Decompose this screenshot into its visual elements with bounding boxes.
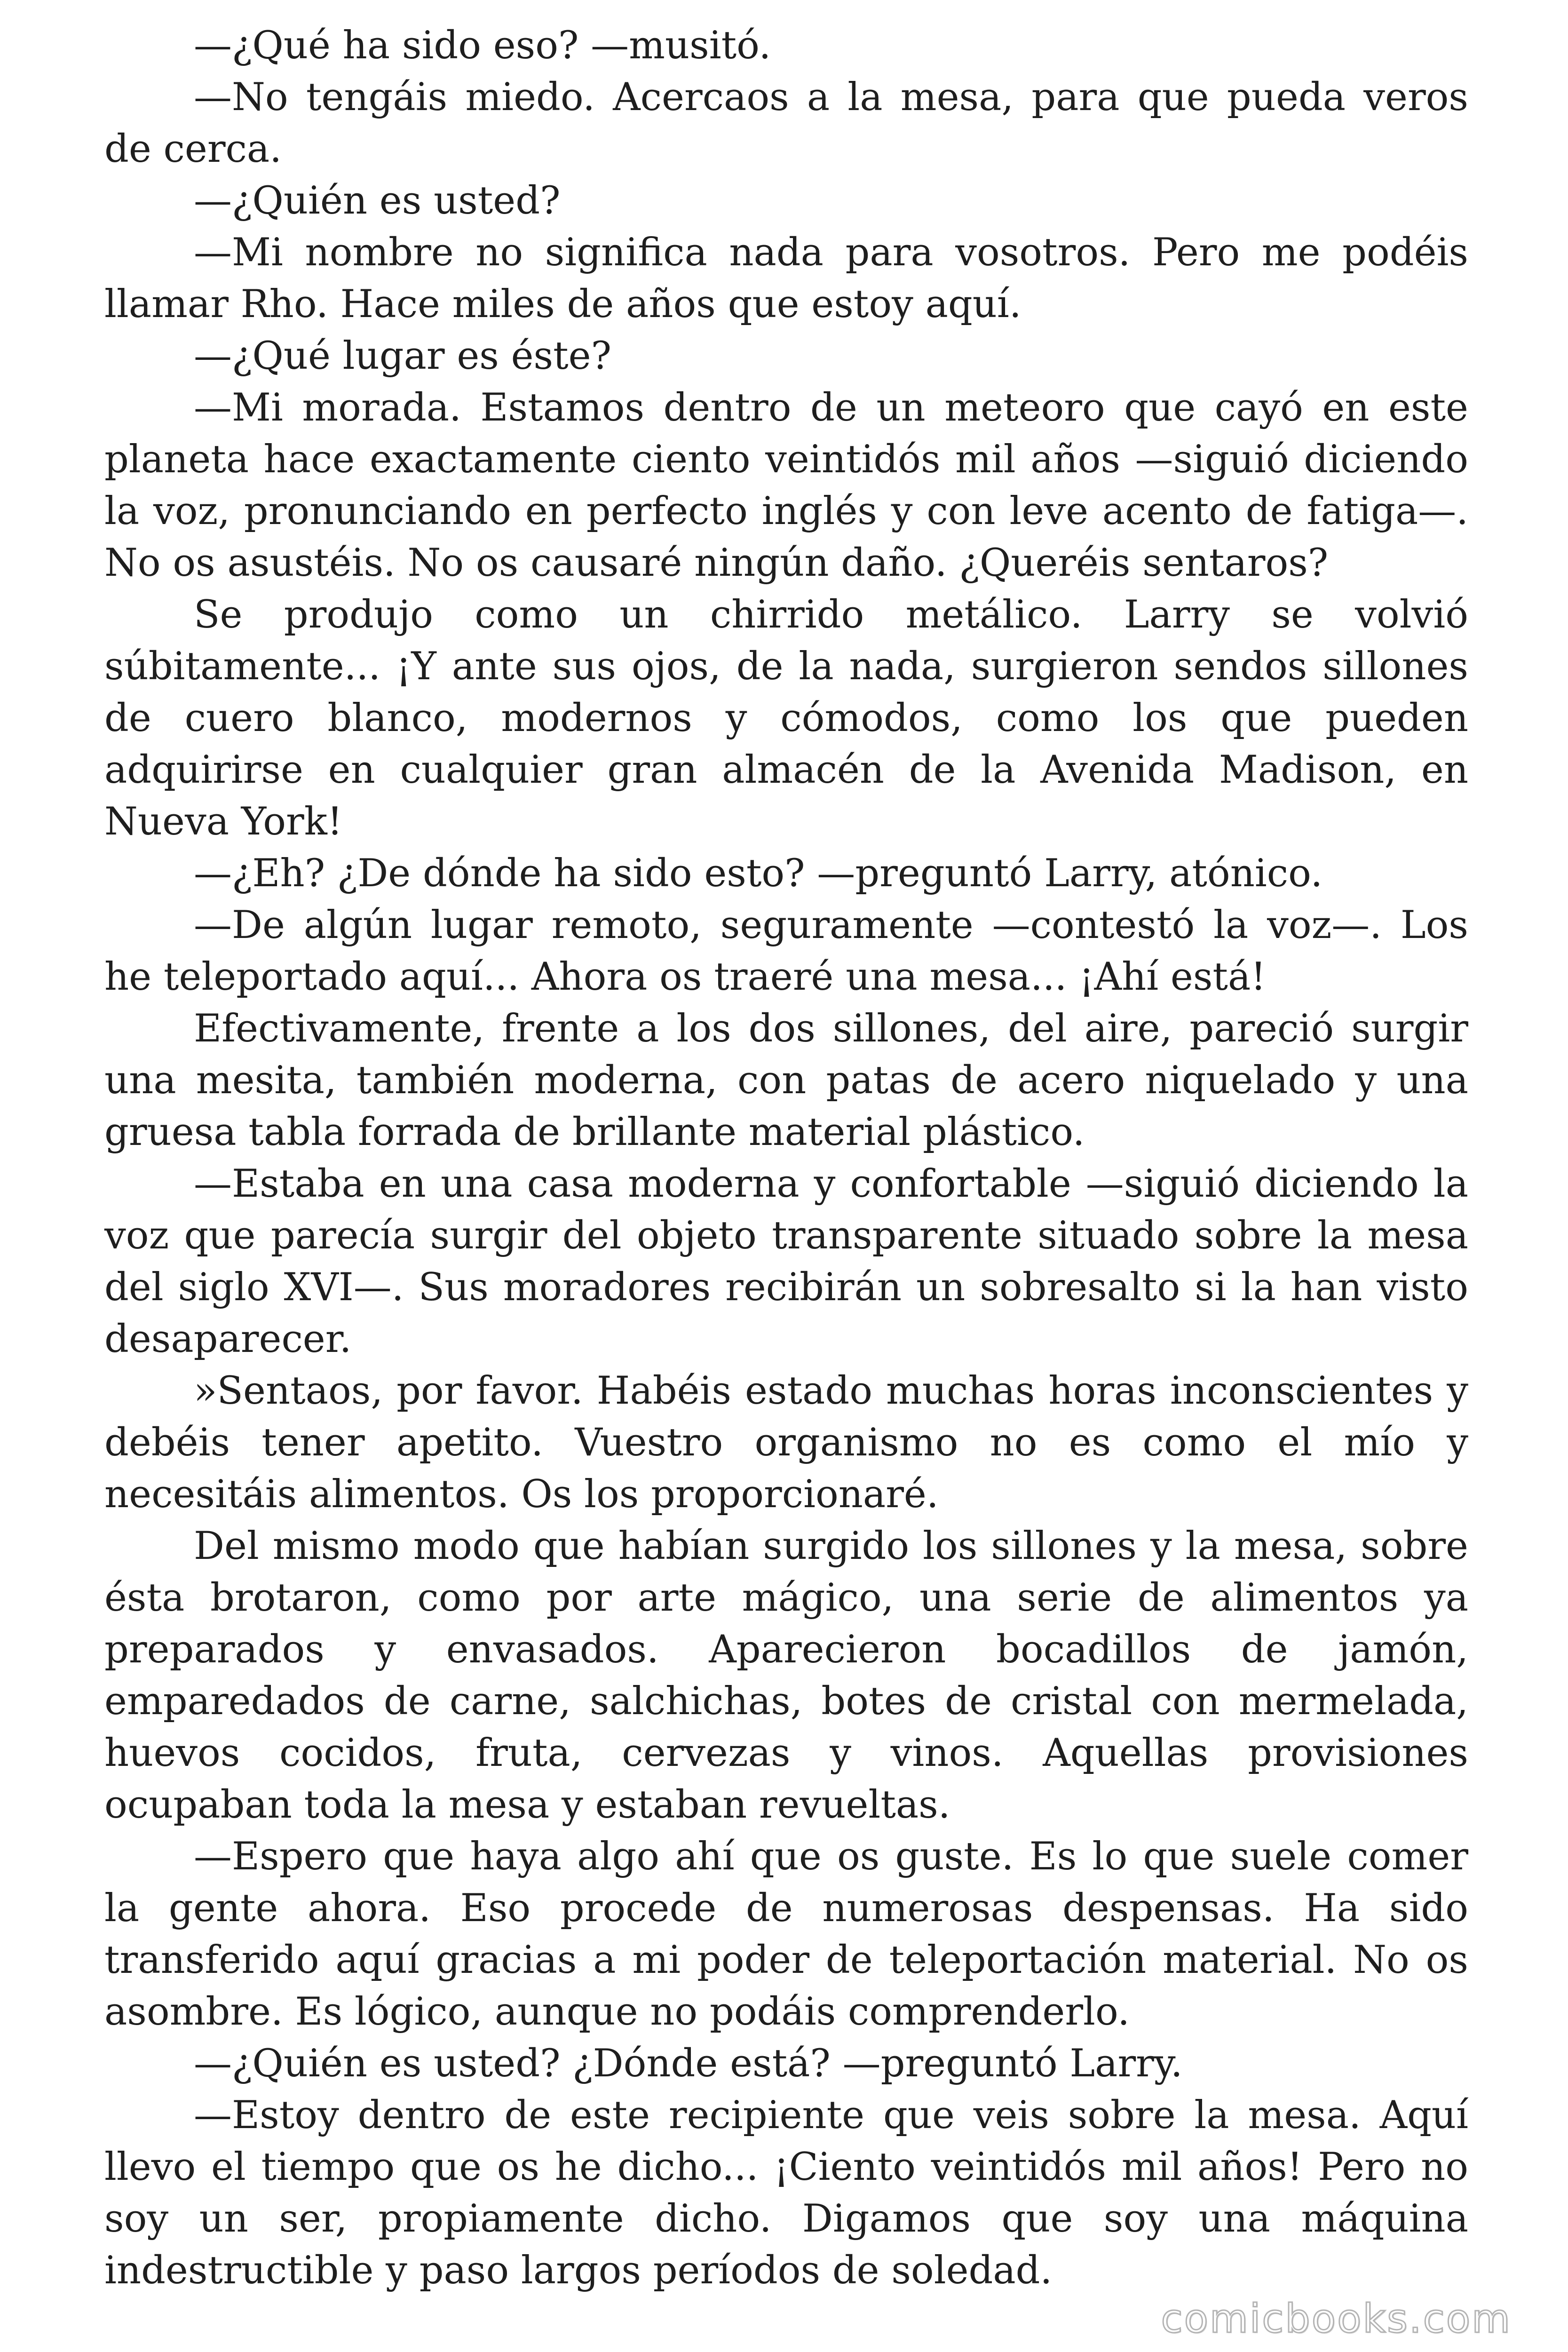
paragraph-6: —Mi morada. Estamos dentro de un meteoro que cayó en este planeta hace exactamente ciento veintidós mil años —siguió diciendo la voz, pronunciando en perfecto inglés y con leve acento de fatiga—. No os asustéis. No os causaré ningún daño. ¿Queréis sentaros?: [104, 386, 1468, 585]
paragraph-9: —De algún lugar remoto, seguramente —contestó la voz—. Los he teleportado aquí... Ahora os traeré una mesa... ¡Ahí está!: [104, 903, 1468, 999]
paragraph-4: —Mi nombre no significa nada para vosotros. Pero me podéis llamar Rho. Hace miles de años que estoy aquí.: [104, 230, 1468, 326]
paragraph-8: —¿Eh? ¿De dónde ha sido esto? —preguntó Larry, atónico.: [194, 851, 1323, 896]
paragraph-11: —Estaba en una casa moderna y confortable —siguió diciendo la voz que parecía surgir del objeto transparente situado sobre la mesa del siglo XVI—. Sus moradores recibirán un sobresalto si la han visto desaparecer.: [104, 1162, 1468, 1361]
paragraph-5: —¿Qué lugar es éste?: [194, 334, 612, 378]
watermark: comicbooks.com: [1161, 2296, 1512, 2342]
paragraph-14: —Espero que haya algo ahí que os guste. Es lo que suele comer la gente ahora. Eso procede de numerosas despensas. Ha sido transferido aquí gracias a mi poder de teleportación material. No os asombre. Es lógico, aunque no podáis comprenderlo.: [104, 1835, 1468, 2034]
paragraph-3: —¿Quién es usted?: [194, 179, 561, 223]
text-body: [104, 20, 1468, 2296]
paragraph-7: Se produjo como un chirrido metálico. Larry se volvió súbitamente... ¡Y ante sus ojos, de la nada, surgieron sendos sillones de cuero blanco, modernos y cómodos, como los que pueden adquirirse en cualquier gran almacén de la Avenida Madison, en Nueva York!: [104, 593, 1468, 844]
paragraph-10: Efectivamente, frente a los dos sillones, del aire, pareció surgir una mesita, también moderna, con patas de acero niquelado y una gruesa tabla forrada de brillante material plástico.: [104, 1007, 1468, 1154]
paragraph-12: »Sentaos, por favor. Habéis estado muchas horas inconscientes y debéis tener apetito. Vuestro organismo no es como el mío y necesitáis alimentos. Os los proporcionaré.: [104, 1369, 1468, 1517]
paragraph-1: —¿Qué ha sido eso? —musitó.: [194, 24, 771, 68]
paragraph-16: —Estoy dentro de este recipiente que veis sobre la mesa. Aquí llevo el tiempo que os he dicho... ¡Ciento veintidós mil años! Pero no soy un ser, propiamente dicho. Digamos que soy una máquina indestructible y paso largos períodos de soledad.: [104, 2093, 1468, 2293]
paragraph-13: Del mismo modo que habían surgido los sillones y la mesa, sobre ésta brotaron, como por arte mágico, una serie de alimentos ya preparados y envasados. Aparecieron bocadillos de jamón, emparedados de carne, salchichas, botes de cristal con mermelada, huevos cocidos, fruta, cervezas y vinos. Aquellas provisiones ocupaban toda la mesa y estaban revueltas.: [104, 1524, 1468, 1827]
paragraph-2: —No tengáis miedo. Acercaos a la mesa, para que pueda veros de cerca.: [104, 75, 1468, 171]
paragraph-15: —¿Quién es usted? ¿Dónde está? —preguntó Larry.: [194, 2042, 1183, 2086]
